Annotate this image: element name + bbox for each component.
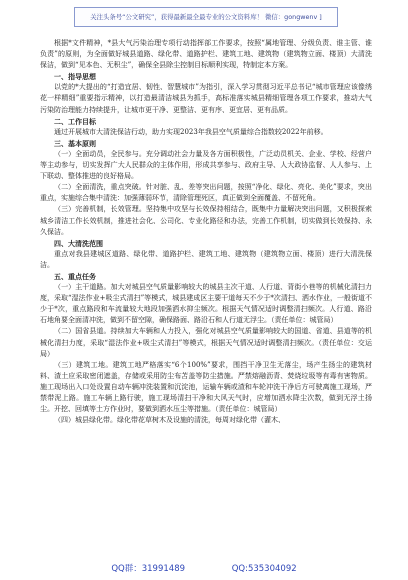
section-heading-guiding-ideology: 一、指导思想: [54, 72, 96, 82]
qq-number-text: QQ:535304092: [231, 564, 297, 574]
paragraph-principle-1: （一）全面动员，全民参与。充分调动社会力量及各方面积极性，广泛动员机关、企业、学校、经营户等主动参与，切实发挥广大人民群众的主体作用，形成共享参与、政府主导、人大政协监督、人人参与、上下联动、整体推进的良好格局。: [40, 149, 372, 181]
paragraph-work-goals: 通过开展城市大清洗保洁行动，助力实现2023年我县空气质量综合指数较2022年前移。: [54, 127, 328, 136]
paragraph-task-1: （一）主干道路。加大对城县空气质量影响较大的城县主次干道、人行道、背街小巷等的机械化清扫力度，采取“湿法作业+吸尘式清扫”等模式，城县建成区主要干道每天不少于*次清扫、洒水作业，一般街道不少于*次，重点路段和车流量较大地段加强洒水抑尘频次。根据天气情况适时调整清扫频次。人行道、路沿石地角要全面清冲洗，做到不留空隙，确保路面、路沿石和人行道无浮尘。（责任单位：城管局）: [40, 283, 372, 325]
paragraph-principle-3: （三）完善机制，长效管理。坚持集中攻坚与长效保持相结合，既集中力量解决突出问题，又积极探索城乡清洁工作长效机制，推进社会化、公司化、专业化路径和办法，完善工作机制，切实做到长效保持、永久保洁。: [40, 205, 372, 236]
intro-paragraph: 根据*文件精神，*县大气污染治理专项行动指挥部工作要求，按照“属地管理、分级负责、谁主管、谁负责”的原则，为全面做好城县道路、绿化带、道路护栏、建筑工地、建筑物（建筑物立面、楼顶）大清洗保洁，做到“见本色、无积尘”，确保全县除尘控制目标顺利实现，特制定本方案。: [40, 39, 372, 70]
section-heading-key-tasks: 五、重点任务: [54, 271, 96, 281]
paragraph-task-4: （四）城县绿化带。绿化带花草树木及设施的清洗，每周对绿化带（灌木、: [54, 416, 285, 425]
paragraph-cleaning-scope: 重点对我县建城区道路、绿化带、道路护栏、建筑工地、建筑物（建筑物立面、楼顶）进行大清洗保洁。: [40, 249, 372, 269]
section-heading-work-goals: 二、工作目标: [54, 116, 96, 126]
section-heading-basic-principles: 三、基本原则: [54, 138, 96, 148]
paragraph-principle-2: （二）全面清洗，重点突破。针对脏、乱、差等突出问题，按照“净化、绿化、亮化、美化”要求，突出重点，实施综合集中清洗：加强薄弱环节，清除管理死区，真正做到全面覆盖、不留死角。: [40, 183, 372, 203]
paragraph-task-2: （二）国省县道。持续加大车辆和人力投入，强化对城县空气质量影响较大的国道、省道、县道等的机械化清扫力度，采取“湿法作业+吸尘式清扫”等模式，根据天气情况适时调整清扫频次。（责任单位：交运局）: [40, 327, 372, 358]
document-body: [40, 38, 372, 426]
contact-footer: [0, 562, 408, 574]
paragraph-guiding-ideology: 以党的*大提出的“打造宜居、韧性、智慧城市”为指引，深入学习贯彻习近平总书记“城市管理应该像绣花一样精细”重要指示精神，以打造最清洁城县为抓手，高标准落实城县精细管理各项工作要求，推动大气污染防治理能力持续提升，让城市更干净、更整洁、更有序、更宜居、更有品质。: [40, 83, 372, 114]
section-heading-cleaning-scope: 四、大清洗范围: [54, 238, 103, 248]
promo-banner: 关注头条号“公文研究”，获得最新最全最专业的公文资料库！ 微信：gongwenv ]: [74, 7, 338, 27]
paragraph-task-3: （三）建筑工地。建筑工地严格落实“6个100%”要求，围挡干净卫生无落尘，场产生扬尘的建筑材料、渣土应采取密闭遮盖，存储或采用防尘布苫盖等防尘措施。严禁熔融沥青、焚烧垃圾等有毒有害物质。施工现场出入口处设置自动车辆冲洗装置和沉淀池，运输车辆或渣和车轮冲洗干净后方可驶离施工现场，严禁带泥上路。施工车辆上路行驶，施工现场清扫干净和大风天气时，应增加洒水降尘次数，做到无浮土扬尘。开挖、回填等土方作业时，要做到洒水压尘等措施。（责任单位：城管局）: [40, 360, 372, 414]
qq-group-text: QQ群：31991489: [111, 564, 186, 574]
